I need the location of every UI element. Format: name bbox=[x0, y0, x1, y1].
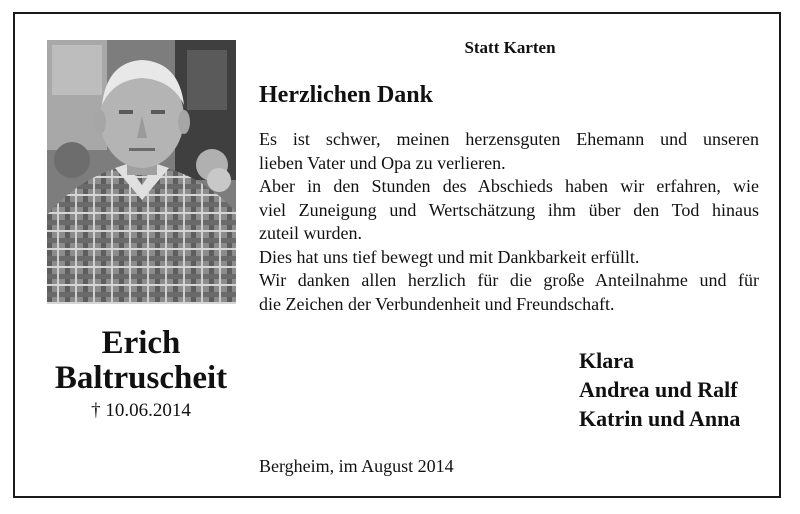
signer-name: Klara bbox=[579, 348, 634, 373]
message-line: Aber in den Stunden des Abschieds haben wir erfahren, wie bbox=[259, 176, 759, 196]
message-line: Wir danken allen herzlich für die große Anteilnahme und für bbox=[259, 270, 759, 290]
statt-karten-label: Statt Karten bbox=[464, 38, 556, 57]
message-line: zuteil wurden. bbox=[259, 223, 362, 243]
death-date: † 10.06.2014 bbox=[91, 400, 191, 421]
message-line: Es ist schwer, meinen herzensguten Ehemann und unseren bbox=[259, 129, 759, 149]
thanks-message bbox=[259, 128, 759, 316]
message-line: die Zeichen der Verbundenheit und Freundschaft. bbox=[259, 293, 615, 314]
place-date: Bergheim, im August 2014 bbox=[259, 456, 454, 476]
signer-name: Katrin und Anna bbox=[579, 406, 741, 431]
signers-list bbox=[579, 346, 740, 433]
thanks-heading: Herzlichen Dank bbox=[259, 82, 433, 108]
portrait-photo bbox=[47, 40, 236, 304]
signer-name: Andrea und Ralf bbox=[579, 377, 738, 402]
deceased-first-name: Erich bbox=[101, 325, 181, 361]
deceased-last-name: Baltruscheit bbox=[54, 360, 228, 396]
message-line: viel Zuneigung und Wertschätzung ihm über den Tod hinaus bbox=[259, 199, 759, 220]
message-line: lieben Vater und Opa zu verlieren. bbox=[259, 152, 506, 173]
message-line: Dies hat uns tief bewegt und mit Dankbarkeit erfüllt. bbox=[259, 246, 640, 267]
